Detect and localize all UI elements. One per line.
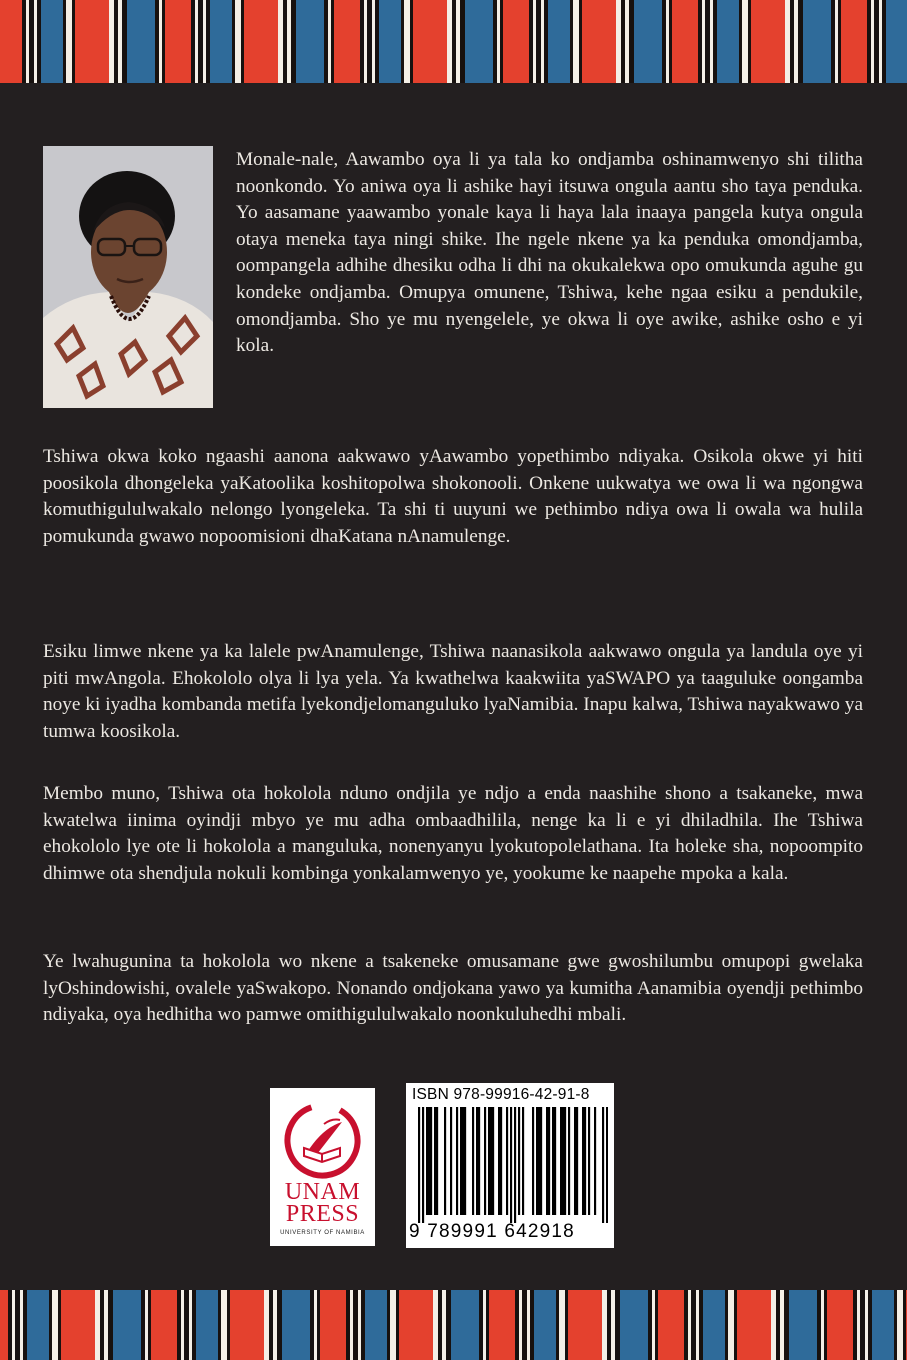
stripe: [379, 0, 402, 83]
stripe: [278, 0, 284, 83]
stripe: [662, 0, 667, 83]
stripe: [291, 0, 297, 83]
stripe: [503, 0, 530, 83]
ean13-barcode-icon: [418, 1107, 608, 1223]
stripe: [717, 0, 740, 83]
barcode-bar: [444, 1107, 446, 1215]
blurb-paragraph-5: Ye lwahugunina ta hokolola wo nkene a tsakeneke omusamane gwe gwoshilumbu omupopi gwelaka lyOshindowishi, ovalele yaSwakopo. Nonando ondjokana yawo ya kumitha Aanamibia oyendji pethimbo ndiyaka, oya hedhitha wo pamwe omithigululwakalo noonkuluhedhi mbali.: [43, 951, 863, 1026]
publisher-logo: [270, 1088, 375, 1246]
stripe: [346, 1290, 351, 1360]
isbn-label: ISBN 978-99916-42-91-8: [412, 1086, 590, 1103]
stripe: [522, 1290, 528, 1360]
barcode-bar: [484, 1107, 486, 1215]
stripe: [127, 0, 156, 83]
stripe: [41, 0, 64, 83]
stripe: [399, 1290, 434, 1360]
stripe: [607, 1290, 612, 1360]
stripe: [621, 0, 626, 83]
stripe: [375, 0, 380, 83]
stripe: [95, 1290, 101, 1360]
stripe: [452, 0, 457, 83]
stripe: [447, 0, 453, 83]
stripe: [465, 0, 494, 83]
barcode-bar: [562, 1107, 564, 1215]
stripe: [360, 0, 365, 83]
stripe: [75, 0, 110, 83]
stripe: [817, 1290, 822, 1360]
stripe: [860, 1290, 866, 1360]
barcode-bar: [464, 1107, 466, 1215]
stripe: [100, 1290, 105, 1360]
barcode-bar: [518, 1107, 520, 1215]
barcode-bar: [546, 1107, 548, 1215]
stripe: [728, 1290, 735, 1360]
stripe: [37, 0, 42, 83]
stripe: [544, 0, 549, 83]
barcode-bar: [564, 1107, 566, 1215]
barcode-bar: [606, 1107, 608, 1223]
stripe: [361, 1290, 366, 1360]
stripe: [264, 1290, 270, 1360]
stripe: [803, 0, 832, 83]
barcode-bar: [588, 1107, 590, 1215]
stripe: [273, 1290, 278, 1360]
stripe: [672, 0, 699, 83]
barcode-bar: [602, 1107, 604, 1223]
stripe: [780, 1290, 785, 1360]
stripe: [109, 0, 115, 83]
stripe: [615, 1290, 621, 1360]
stripe: [713, 0, 718, 83]
barcode-bar: [584, 1107, 586, 1215]
stripe: [699, 1290, 704, 1360]
stripe: [536, 0, 542, 83]
stripe: [221, 1290, 228, 1360]
stripe: [625, 0, 630, 83]
barcode-bar: [594, 1107, 596, 1215]
stripe: [230, 1290, 265, 1360]
stripe: [334, 0, 361, 83]
stripe: [629, 0, 635, 83]
stripe: [52, 1290, 59, 1360]
stripe: [22, 0, 27, 83]
stripe: [8, 1290, 13, 1360]
stripe: [269, 1290, 274, 1360]
publisher-subline: UNIVERSITY OF NAMIBIA: [280, 1230, 365, 1236]
barcode-bar: [428, 1107, 430, 1215]
barcode-bar: [450, 1107, 452, 1215]
stripe: [897, 1290, 904, 1360]
stripe: [165, 0, 192, 83]
stripe: [310, 1290, 315, 1360]
barcode-bar: [536, 1107, 538, 1215]
stripe: [582, 0, 617, 83]
stripe: [277, 1290, 283, 1360]
barcode-bar: [436, 1107, 438, 1215]
stripe: [206, 0, 211, 83]
barcode-bar: [548, 1107, 550, 1215]
stripe: [244, 0, 279, 83]
stripe: [210, 0, 233, 83]
stripe: [742, 0, 749, 83]
stripe: [0, 1290, 9, 1360]
barcode-bar: [456, 1107, 458, 1215]
barcode-bar: [522, 1107, 524, 1215]
stripe: [867, 0, 872, 83]
barcode-bar: [492, 1107, 494, 1215]
stripe: [703, 1290, 726, 1360]
stripe: [616, 0, 622, 83]
stripe: [798, 0, 804, 83]
publisher-name-line-1: UNAM: [284, 1179, 361, 1205]
stripe: [489, 1290, 516, 1360]
stripe: [367, 0, 373, 83]
stripe: [827, 1290, 854, 1360]
stripe: [390, 1290, 397, 1360]
stripe: [283, 0, 288, 83]
author-portrait-icon: [43, 146, 213, 408]
stripe: [602, 1290, 608, 1360]
stripe: [611, 1290, 616, 1360]
stripe: [841, 0, 868, 83]
barcode-bar: [582, 1107, 584, 1215]
stripe: [634, 0, 663, 83]
barcode-bar: [552, 1107, 554, 1215]
stripe: [776, 1290, 781, 1360]
stripe: [198, 0, 204, 83]
stripe: [548, 0, 571, 83]
stripe: [648, 1290, 653, 1360]
stripe: [23, 1290, 28, 1360]
barcode-bar: [560, 1107, 562, 1215]
stripe: [460, 0, 466, 83]
stripe: [534, 1290, 557, 1360]
barcode-bar: [506, 1107, 508, 1215]
stripe: [684, 1290, 689, 1360]
stripe: [771, 1290, 777, 1360]
stripe: [141, 1290, 146, 1360]
stripe: [691, 1290, 697, 1360]
stripe: [620, 1290, 649, 1360]
barcode-bar: [472, 1107, 474, 1215]
publisher-name-line-2: PRESS: [285, 1201, 360, 1227]
stripe: [559, 1290, 566, 1360]
stripe: [872, 1290, 895, 1360]
barcode-bar: [510, 1107, 512, 1223]
stripe: [705, 0, 711, 83]
barcode-bar: [532, 1107, 534, 1215]
stripe: [282, 1290, 311, 1360]
stripe: [886, 0, 907, 83]
woven-stripe-pattern-top: [0, 0, 907, 83]
stripe: [446, 1290, 452, 1360]
stripe: [365, 1290, 388, 1360]
blurb-paragraph-2: Tshiwa okwa koko ngaashi aanona aakwawo yAawambo yopethimbo ndiyaka. Osikola okwe yi hiti poosikola dhongeleka yaKatoolika koshitopolwa shokonooli. Onkene uukwatya we owa li wa ngongwa komuthigululwakalo nelongo lyongeleka. Ta shi ti uuyuni we pethimbo ndiya owa li owala wa hulila pomukunda gwawo nopoomisioni dhaKatana nAnamulenge.: [43, 446, 863, 547]
stripe: [784, 1290, 790, 1360]
stripe: [196, 1290, 219, 1360]
stripe: [235, 0, 242, 83]
bottom-stripe-band: [0, 1290, 907, 1360]
stripe: [698, 0, 703, 83]
stripe: [184, 1290, 190, 1360]
barcode-bar: [488, 1107, 490, 1215]
top-stripe-band: [0, 0, 907, 83]
barcode-digits: 9 789991 642918: [409, 1221, 575, 1242]
stripe: [874, 0, 880, 83]
stripe: [751, 0, 786, 83]
stripe: [287, 0, 292, 83]
blurb-paragraph-4: Membo muno, Tshiwa ota hokolola nduno ondjila ye ndjo a enda naashihe shono a tsakaneke, mwa kwatelwa iinima oyindji mbyo ye mu adha ombaadhilila, nenge ka li e yi dhiladhila. Ihe Tshiwa ehokololo lye ote li hokolola a manguluka, nonenyanyu lyokutopolelathana. Ita holeke sha, nopoompito dhimwe ota shendjula nokuli kombinga yonkalamwenyo ye, yookume ke naapehe mpoka a kala.: [43, 783, 863, 884]
stripe: [658, 1290, 685, 1360]
stripe: [296, 0, 325, 83]
barcode-bar: [540, 1107, 542, 1215]
stripe: [122, 0, 128, 83]
author-photo: [43, 146, 213, 408]
barcode-bar: [576, 1107, 578, 1215]
barcode-bar: [554, 1107, 556, 1215]
blurb-paragraph-3: Esiku limwe nkene ya ka lalele pwAnamulenge, Tshiwa naanasikola aakwawo ongula ya landula oye yi piti mwAngola. Ehokololo olya li lya yela. Ya kwathelwa kaakwiita yaSWAPO ya taaguluke oongamba noye ki iyadha kombanda metifa lyekondjelomanguluko lyaNamibia. Inapu kalwa, Tshiwa nayakwawo ya tumwa koosikola.: [43, 641, 863, 742]
barcode-bar: [418, 1107, 420, 1223]
stripe: [66, 0, 73, 83]
barcode-bar: [426, 1107, 428, 1215]
barcode-bar: [574, 1107, 576, 1215]
stripe: [493, 0, 498, 83]
stripe: [118, 0, 123, 83]
barcode-bar: [490, 1107, 492, 1215]
stripe: [438, 1290, 443, 1360]
stripe: [324, 0, 329, 83]
barcode-bar: [434, 1107, 436, 1215]
stripe: [515, 1290, 520, 1360]
barcode-bar: [422, 1107, 424, 1223]
stripe: [29, 0, 35, 83]
stripe: [831, 0, 836, 83]
stripe: [61, 1290, 96, 1360]
barcode-bar: [430, 1107, 432, 1215]
stripe: [27, 1290, 50, 1360]
stripe: [114, 0, 119, 83]
stripe: [451, 1290, 480, 1360]
stripe: [568, 1290, 603, 1360]
stripe: [320, 1290, 347, 1360]
stripe: [433, 1290, 439, 1360]
stripe: [108, 1290, 114, 1360]
stripe: [113, 1290, 142, 1360]
book-quill-logo-icon: [284, 1102, 361, 1179]
stripe: [529, 0, 534, 83]
stripe: [15, 1290, 21, 1360]
stripe: [353, 1290, 359, 1360]
blurb-paragraph-1: Monale-nale, Aawambo oya li ya tala ko ondjamba oshinamwenyo shi tilitha noonkondo. Yo aniwa oya li ashike hayi itsuwa ongula aantu sho taya penduka. Yo aasamane yaawambo yonale kaya li haya lala inaaya pangela kutya ongula otaya meneka taya ningi shike. Ihe ngele nkene ya ka penduka omondjamba, oompangela adhihe dhesiku odha li dhi na okukalekwa opo omukunda aguhe gu kondeke ondjamba. Omupya omunene, Tshiwa, kehe ngaa esiku a pendukile, omondjamba. Sho ye mu nyengelele, ye okwa li oye awike, ashike osho e yi kola.: [236, 149, 863, 357]
stripe: [479, 1290, 484, 1360]
stripe: [785, 0, 791, 83]
barcode-bar: [538, 1107, 540, 1215]
stripe: [853, 1290, 858, 1360]
stripe: [177, 1290, 182, 1360]
stripe: [155, 0, 160, 83]
stripe: [456, 0, 461, 83]
stripe: [151, 1290, 178, 1360]
stripe: [104, 1290, 109, 1360]
stripe: [442, 1290, 447, 1360]
stripe: [192, 1290, 197, 1360]
stripe: [789, 1290, 818, 1360]
barcode-bar: [500, 1107, 502, 1215]
stripe: [737, 1290, 772, 1360]
barcode-bar: [498, 1107, 500, 1215]
stripe: [573, 0, 580, 83]
barcode-bar: [514, 1107, 516, 1223]
barcode-bar: [476, 1107, 478, 1215]
stripe: [530, 1290, 535, 1360]
stripe: [404, 0, 411, 83]
stripe: [794, 0, 799, 83]
stripe: [882, 0, 887, 83]
barcode-bar: [462, 1107, 464, 1215]
woven-stripe-pattern-bottom: [0, 1290, 907, 1360]
stripe: [413, 0, 448, 83]
barcode-bar: [568, 1107, 570, 1215]
isbn-barcode: [406, 1083, 614, 1248]
stripe: [790, 0, 795, 83]
stripe: [868, 1290, 873, 1360]
barcode-bar: [460, 1107, 462, 1215]
stripe: [191, 0, 196, 83]
stripe: [0, 0, 23, 83]
barcode-bar: [478, 1107, 480, 1215]
